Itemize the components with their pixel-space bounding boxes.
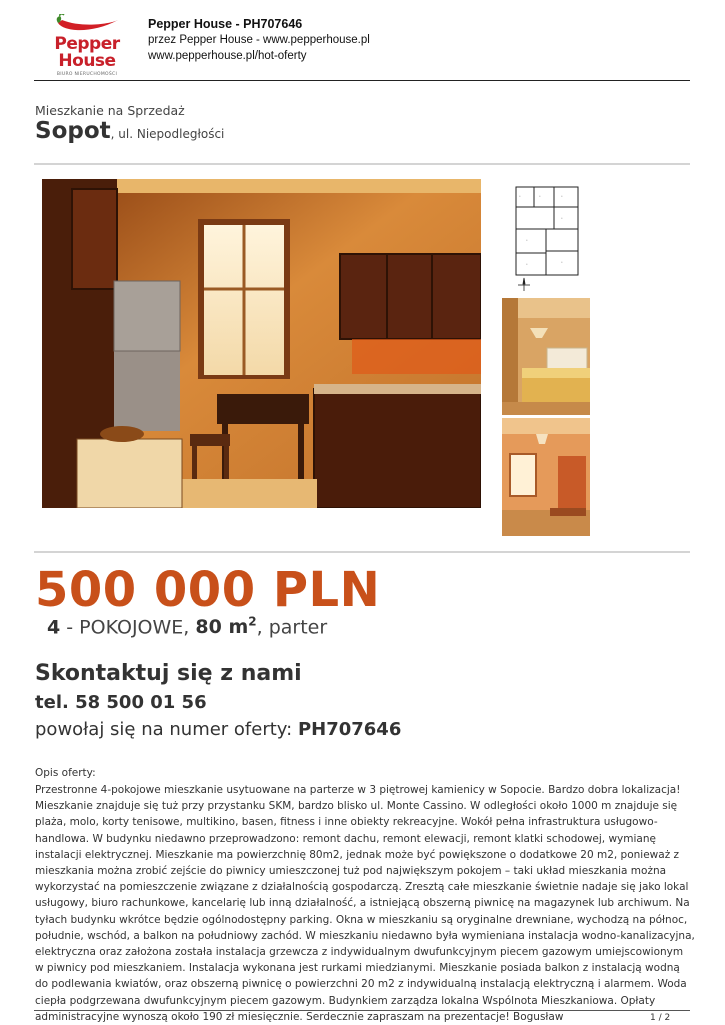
svg-text:•: • (526, 262, 528, 266)
page-number: 1 / 2 (650, 1013, 671, 1023)
listing-price: 500 000 PLN (35, 562, 381, 618)
description-text: Przestronne 4-pokojowe mieszkanie usytuowane na parterze w 3 piętrowej kamienicy w Sopocie. Bardzo dobra lokalizacja! Mieszkanie znajduje się tuż przy przystanku SKM, bardzo blisko ul. Monte Cassino. W odległości około 1000 m znajduje się plaża, molo, korty tenisowe, multikino, basen, fitness i inne obiekty rekreacyjne. Wokół pełna infrastruktura usługowo-handlowa. W budynku niedawno przeprowadzono: remont dachu, remont elewacji, remont klatki schodowej, wymianę instalacji elektrycznej. Mieszkanie ma powierzchnię 80m2, jednak może być powiększone o dodatkowe 20 m2, ponieważ z mieszkania można zrobić zejście do piwnicy umieszczonej tuż pod największym pokojem – taki układ mieszkania można wykorzystać na pomieszczenie związane z działalnością gospodarczą. Zresztą całe mieszkanie świetnie nadaje się jako lokal usługowy, biuro rachunkowe, kancelarię lub inną działalność, a istniejącą obszerną piwnicę na magazynek lub archiwum. Na tyłach budynku wkrótce będzie ogólnodostępny parking. Okna w mieszkaniu są oryginalne drewniane, wychodzą na północ, południe, wschód, a balkon na południowy zachód. W mieszkaniu niedawno była wymieniana instalacja wodno-kanalizacyjna, elektryczna oraz założona została instalacja grzewcza z indywidualnym dwufunkcyjnym piecem gazowym umiejscowionym w piwnicy pod mieszkaniem. Instalacja wykonana jest rurkami miedzianymi. Mieszkanie posiada balkon z instalacją wodną do podlewania kwiatów, oraz obszerną piwnicę o powierzchni 20 m2 z indywidualną instalacją elektryczną i alarmem. Woda ciepła podgrzewana dwufunkcyjnym piecem gazowym. Budynkiem zarządza lokalna Wspólnota Mieszkaniowa. Opłaty administracyjne wynoszą około 190 zł miesięcznie. Serdecznie zapraszam na prezentacje! Bogusław (35, 784, 695, 1023)
svg-text:•: • (539, 194, 541, 198)
thumbnail-room[interactable] (502, 418, 590, 536)
chili-pepper-icon (52, 14, 122, 36)
photos-divider (34, 551, 690, 553)
listing-location (35, 118, 224, 144)
offer-reference (35, 719, 401, 740)
area-number: 80 m (195, 616, 249, 639)
svg-text:•: • (526, 238, 528, 242)
listing-city: Sopot (35, 118, 111, 144)
contact-phone[interactable]: tel. 58 500 01 56 (35, 692, 207, 713)
floor-plan-drawing (506, 181, 586, 293)
floor-label: , parter (256, 616, 328, 639)
offer-reference-number: PH707646 (297, 719, 402, 740)
area-unit-sup: 2 (248, 615, 257, 629)
svg-text:•: • (519, 194, 521, 198)
description-label: Opis oferty: (35, 767, 96, 779)
offer-reference-label: powołaj się na numer oferty: (35, 719, 298, 740)
main-photo-kitchen[interactable] (42, 179, 481, 508)
svg-text:•: • (561, 260, 563, 264)
listing-street: , ul. Niepodległości (110, 127, 225, 141)
listing-type: Mieszkanie na Sprzedaż (35, 103, 185, 118)
contact-heading: Skontaktuj się z nami (35, 661, 302, 686)
header-offers-link[interactable]: www.pepperhouse.pl/hot-oferty (148, 50, 307, 62)
company-logo (52, 14, 122, 80)
header-divider (34, 80, 690, 81)
rooms-label: - POKOJOWE, (60, 616, 196, 639)
logo-tagline: BIURO NIERUCHOMOŚCI (56, 72, 118, 77)
floor-plan-image[interactable] (506, 181, 586, 293)
thumbnail-bedroom[interactable] (502, 298, 590, 415)
logo-word-pepper: Pepper (54, 34, 120, 54)
title-divider (34, 163, 690, 165)
logo-word-house: House (58, 51, 116, 71)
compass-icon (518, 278, 530, 291)
bedroom-photo-image (502, 298, 590, 415)
listing-summary (47, 615, 327, 638)
footer-divider (34, 1010, 690, 1011)
header-agency-link[interactable]: przez Pepper House - www.pepperhouse.pl (148, 34, 370, 46)
rooms-count: 4 (47, 616, 61, 639)
area-value (195, 616, 256, 638)
kitchen-photo-image (42, 179, 481, 508)
svg-text:•: • (561, 216, 563, 220)
room-photo-image (502, 418, 590, 536)
svg-text:•: • (561, 194, 563, 198)
header-title: Pepper House - PH707646 (148, 17, 303, 31)
